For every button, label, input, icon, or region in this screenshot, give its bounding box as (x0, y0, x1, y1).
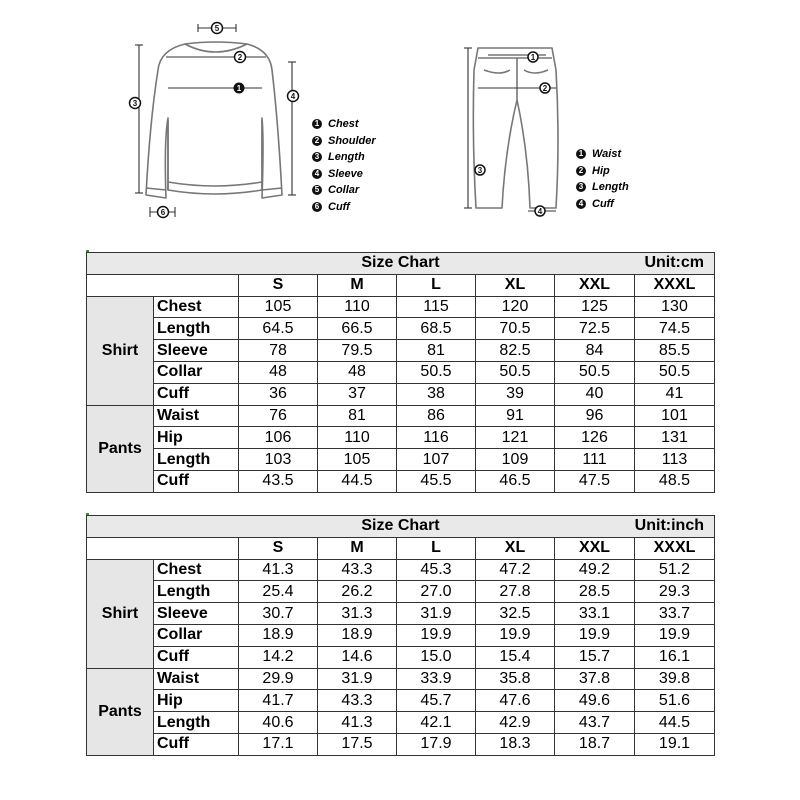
size-value: 33.9 (397, 668, 476, 690)
group-label-shirt: Shirt (87, 296, 154, 405)
size-value: 49.2 (555, 559, 635, 581)
size-value: 29.3 (635, 581, 715, 603)
size-value: 41.3 (318, 712, 397, 734)
table-row (87, 296, 715, 318)
legend-label: Collar (328, 184, 360, 197)
size-value: 15.7 (555, 646, 635, 668)
legend-label: Sleeve (328, 167, 363, 180)
size-value: 16.1 (635, 646, 715, 668)
size-value: 18.7 (555, 733, 635, 755)
unit-label: Unit:cm (644, 254, 704, 271)
measurement-label: Waist (154, 405, 239, 427)
size-value: 120 (476, 296, 555, 318)
measurement-label: Cuff (154, 733, 239, 755)
size-value: 41 (635, 383, 715, 405)
legend-item-sleeve (312, 166, 376, 183)
size-value: 48 (239, 361, 318, 383)
size-value: 50.5 (635, 361, 715, 383)
table-row (87, 383, 715, 405)
table-row (87, 733, 715, 755)
size-value: 76 (239, 405, 318, 427)
size-value: 45.7 (397, 690, 476, 712)
size-value: 113 (635, 449, 715, 471)
measurement-label: Length (154, 318, 239, 340)
size-value: 47.5 (555, 470, 635, 492)
legend-number: 3 (576, 182, 586, 192)
measurement-label: Chest (154, 559, 239, 581)
size-value: 105 (318, 449, 397, 471)
size-value: 78 (239, 340, 318, 362)
size-value: 18.9 (239, 624, 318, 646)
legend-number: 1 (312, 119, 322, 129)
size-value: 45.5 (397, 470, 476, 492)
size-value: 47.2 (476, 559, 555, 581)
measurement-label: Length (154, 449, 239, 471)
legend-label: Length (592, 181, 629, 194)
legend-number: 4 (576, 199, 586, 209)
legend-label: Hip (592, 164, 610, 177)
marker-4-label: 4 (290, 92, 296, 101)
size-value: 14.2 (239, 646, 318, 668)
size-value: 81 (397, 340, 476, 362)
size-value: 19.1 (635, 733, 715, 755)
size-value: 107 (397, 449, 476, 471)
size-value: 51.6 (635, 690, 715, 712)
size-value: 27.0 (397, 581, 476, 603)
table-title: Size Chart (361, 517, 440, 535)
shirt-legend (312, 116, 376, 215)
table-row (87, 690, 715, 712)
size-value: 79.5 (318, 340, 397, 362)
size-value: 40.6 (239, 712, 318, 734)
size-value: 17.1 (239, 733, 318, 755)
legend-number: 2 (312, 136, 322, 146)
legend-item-length (576, 179, 629, 196)
table-title-cell (87, 516, 715, 538)
marker-1-label: 1 (236, 84, 242, 93)
size-value: 35.8 (476, 668, 555, 690)
measurement-label: Waist (154, 668, 239, 690)
group-label-pants: Pants (87, 668, 154, 755)
measurement-label: Collar (154, 624, 239, 646)
shirt-illustration (146, 42, 282, 198)
size-value: 51.2 (635, 559, 715, 581)
pants-illustration (473, 48, 558, 208)
size-value: 39.8 (635, 668, 715, 690)
size-value: 43.7 (555, 712, 635, 734)
table-row (87, 646, 715, 668)
size-value: 37.8 (555, 668, 635, 690)
size-header-m: M (318, 537, 397, 559)
size-header-xxl: XXL (555, 537, 635, 559)
size-value: 86 (397, 405, 476, 427)
legend-number: 5 (312, 185, 322, 195)
size-value: 31.9 (318, 668, 397, 690)
size-value: 17.5 (318, 733, 397, 755)
size-value: 18.9 (318, 624, 397, 646)
measurement-label: Length (154, 581, 239, 603)
legend-label: Cuff (328, 200, 350, 213)
legend-item-cuff (312, 199, 376, 216)
table-row (87, 668, 715, 690)
garment-diagrams (0, 0, 800, 230)
size-value: 42.1 (397, 712, 476, 734)
table-title-cell (87, 253, 715, 275)
size-header-xxl: XXL (555, 274, 635, 296)
table-row (87, 405, 715, 427)
size-header-s: S (239, 537, 318, 559)
size-value: 48 (318, 361, 397, 383)
measurement-label: Cuff (154, 470, 239, 492)
table-row (87, 559, 715, 581)
measurement-label: Hip (154, 690, 239, 712)
size-header-l: L (397, 274, 476, 296)
size-value: 125 (555, 296, 635, 318)
size-header-s: S (239, 274, 318, 296)
size-value: 74.5 (635, 318, 715, 340)
size-header-xl: XL (476, 274, 555, 296)
size-value: 19.9 (397, 624, 476, 646)
size-value: 43.3 (318, 559, 397, 581)
size-value: 96 (555, 405, 635, 427)
size-value: 91 (476, 405, 555, 427)
legend-label: Waist (592, 148, 622, 161)
measurement-label: Cuff (154, 383, 239, 405)
size-value: 29.9 (239, 668, 318, 690)
group-label-pants: Pants (87, 405, 154, 492)
size-value: 49.6 (555, 690, 635, 712)
table-row (87, 340, 715, 362)
legend-label: Chest (328, 118, 359, 131)
size-value: 50.5 (476, 361, 555, 383)
size-value: 66.5 (318, 318, 397, 340)
size-value: 18.3 (476, 733, 555, 755)
size-value: 50.5 (555, 361, 635, 383)
size-value: 38 (397, 383, 476, 405)
table-row (87, 449, 715, 471)
size-header-m: M (318, 274, 397, 296)
size-value: 40 (555, 383, 635, 405)
size-header-row (87, 537, 715, 559)
size-header-l: L (397, 537, 476, 559)
size-value: 19.9 (555, 624, 635, 646)
size-value: 27.8 (476, 581, 555, 603)
size-value: 48.5 (635, 470, 715, 492)
size-value: 41.3 (239, 559, 318, 581)
size-chart-inch (86, 515, 715, 756)
size-value: 106 (239, 427, 318, 449)
legend-item-shoulder (312, 133, 376, 150)
unit-label: Unit:inch (634, 517, 704, 534)
legend-number: 3 (312, 152, 322, 162)
size-value: 25.4 (239, 581, 318, 603)
size-value: 81 (318, 405, 397, 427)
size-value: 14.6 (318, 646, 397, 668)
measurement-label: Cuff (154, 646, 239, 668)
legend-label: Cuff (592, 197, 614, 210)
size-value: 43.5 (239, 470, 318, 492)
size-value: 17.9 (397, 733, 476, 755)
marker-3-label: 3 (477, 166, 483, 175)
size-value: 46.5 (476, 470, 555, 492)
size-value: 85.5 (635, 340, 715, 362)
size-value: 43.3 (318, 690, 397, 712)
size-value: 33.7 (635, 603, 715, 625)
size-value: 116 (397, 427, 476, 449)
table-row (87, 318, 715, 340)
size-value: 109 (476, 449, 555, 471)
table-row (87, 712, 715, 734)
legend-label: Length (328, 151, 365, 164)
size-header-xxxl: XXXL (635, 274, 715, 296)
table-row (87, 470, 715, 492)
size-value: 32.5 (476, 603, 555, 625)
measurement-label: Chest (154, 296, 239, 318)
measurement-label: Sleeve (154, 340, 239, 362)
size-value: 19.9 (635, 624, 715, 646)
table-row (87, 427, 715, 449)
legend-item-length (312, 149, 376, 166)
table-title-row (87, 516, 715, 538)
table-row (87, 624, 715, 646)
size-value: 45.3 (397, 559, 476, 581)
size-value: 26.2 (318, 581, 397, 603)
marker-3-label: 3 (132, 99, 138, 108)
legend-label: Shoulder (328, 134, 376, 147)
table-row (87, 581, 715, 603)
size-value: 82.5 (476, 340, 555, 362)
size-value: 33.1 (555, 603, 635, 625)
size-value: 44.5 (635, 712, 715, 734)
size-value: 28.5 (555, 581, 635, 603)
pants-legend (576, 146, 629, 212)
marker-4-label: 4 (537, 207, 543, 216)
size-value: 47.6 (476, 690, 555, 712)
size-value: 101 (635, 405, 715, 427)
size-value: 103 (239, 449, 318, 471)
marker-2-label: 2 (542, 84, 548, 93)
size-header-xl: XL (476, 537, 555, 559)
size-value: 41.7 (239, 690, 318, 712)
header-blank-cell (87, 274, 239, 296)
table-title: Size Chart (361, 254, 440, 272)
size-value: 126 (555, 427, 635, 449)
legend-number: 1 (576, 149, 586, 159)
size-header-row (87, 274, 715, 296)
legend-item-waist (576, 146, 629, 163)
size-value: 72.5 (555, 318, 635, 340)
size-value: 110 (318, 427, 397, 449)
size-value: 37 (318, 383, 397, 405)
size-value: 64.5 (239, 318, 318, 340)
measurement-label: Sleeve (154, 603, 239, 625)
legend-item-collar (312, 182, 376, 199)
size-value: 115 (397, 296, 476, 318)
size-value: 105 (239, 296, 318, 318)
header-blank-cell (87, 537, 239, 559)
group-label-shirt: Shirt (87, 559, 154, 668)
legend-item-hip (576, 163, 629, 180)
measurement-label: Length (154, 712, 239, 734)
size-value: 31.9 (397, 603, 476, 625)
measurement-label: Hip (154, 427, 239, 449)
size-value: 121 (476, 427, 555, 449)
marker-2-label: 2 (237, 53, 243, 62)
marker-1-label: 1 (530, 53, 536, 62)
size-value: 44.5 (318, 470, 397, 492)
legend-item-cuff (576, 196, 629, 213)
size-header-xxxl: XXXL (635, 537, 715, 559)
size-value: 131 (635, 427, 715, 449)
size-value: 15.4 (476, 646, 555, 668)
marker-5-label: 5 (214, 24, 220, 33)
table-row (87, 361, 715, 383)
size-value: 130 (635, 296, 715, 318)
size-value: 84 (555, 340, 635, 362)
marker-6-label: 6 (160, 208, 166, 217)
legend-number: 4 (312, 169, 322, 179)
size-value: 39 (476, 383, 555, 405)
size-chart-cm (86, 252, 715, 493)
size-value: 30.7 (239, 603, 318, 625)
size-value: 36 (239, 383, 318, 405)
size-value: 42.9 (476, 712, 555, 734)
legend-item-chest (312, 116, 376, 133)
size-value: 15.0 (397, 646, 476, 668)
size-value: 68.5 (397, 318, 476, 340)
size-value: 31.3 (318, 603, 397, 625)
table-row (87, 603, 715, 625)
size-value: 110 (318, 296, 397, 318)
size-value: 70.5 (476, 318, 555, 340)
legend-number: 6 (312, 202, 322, 212)
size-value: 111 (555, 449, 635, 471)
legend-number: 2 (576, 166, 586, 176)
size-value: 19.9 (476, 624, 555, 646)
size-value: 50.5 (397, 361, 476, 383)
measurement-label: Collar (154, 361, 239, 383)
table-title-row (87, 253, 715, 275)
